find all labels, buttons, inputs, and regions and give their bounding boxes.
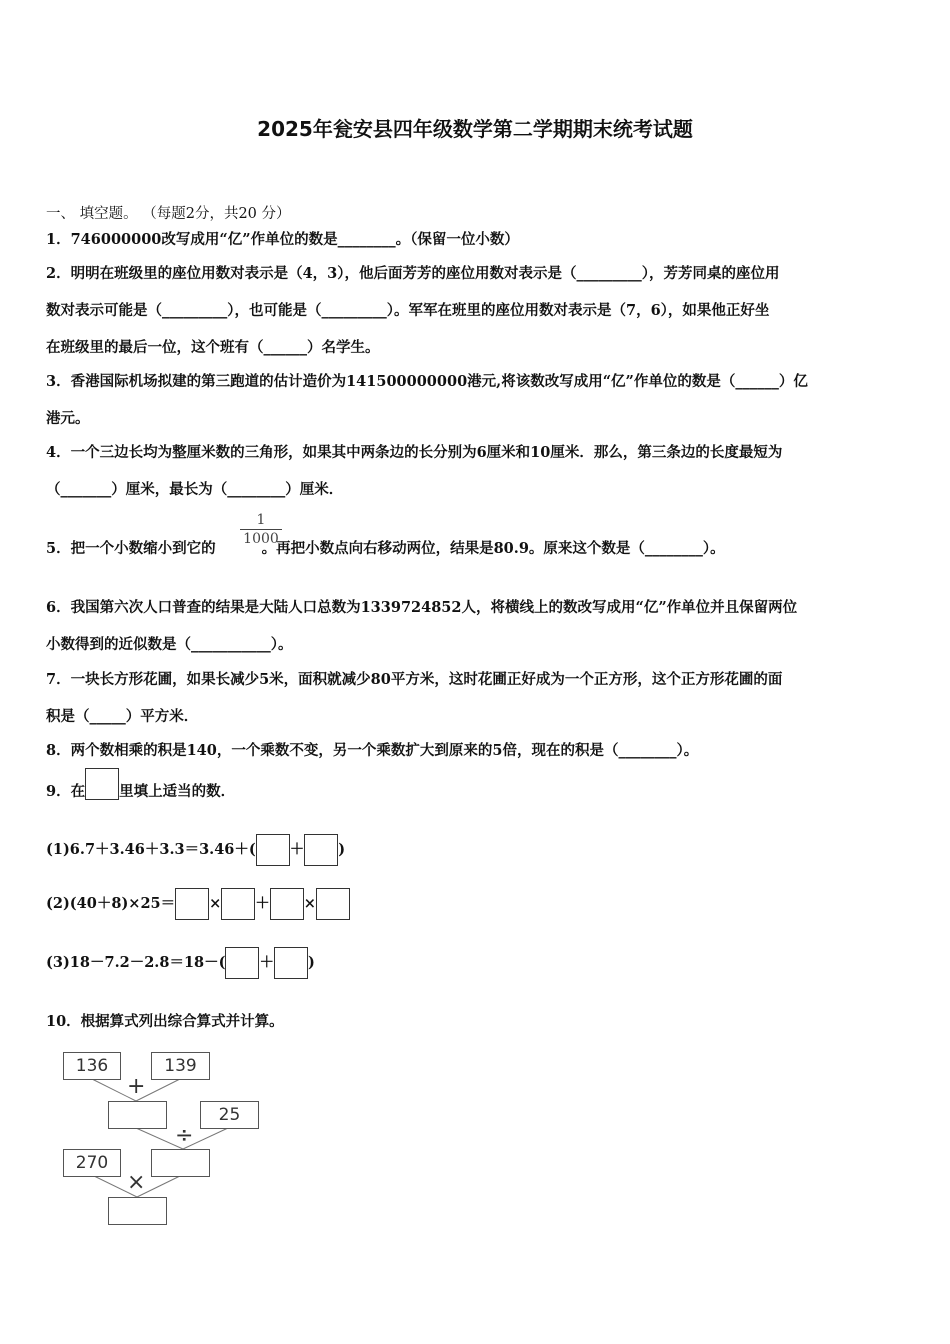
question-5-prefix: 5．把一个小数缩小到它的 [46, 540, 216, 557]
plus-sign: ＋ [255, 895, 270, 912]
question-8: 8．两个数相乘的积是140，一个乘数不变，另一个乘数扩大到原来的5倍，现在的积是（________）。 [46, 742, 699, 759]
times-sign: × [209, 895, 222, 912]
number-box-270: 270 [63, 1149, 121, 1177]
question-1: 1．746000000改写成用“亿”作单位的数是________。（保留一位小数） [46, 231, 519, 248]
question-2-line-1: 2．明明在班级里的座位用数对表示是（4，3），他后面芳芳的座位用数对表示是（_________），芳芳同桌的座位用 [46, 265, 780, 282]
q9-2-expression: (2)(40＋8)×25＝ [46, 895, 176, 912]
question-3-line-2: 港元。 [46, 410, 90, 427]
question-2-line-3: 在班级里的最后一位，这个班有（______）名学生。 [46, 339, 380, 356]
fraction-denominator: 1000 [243, 531, 279, 547]
times-sign: × [303, 895, 316, 912]
page-title: 2025年瓮安县四年级数学第二学期期末统考试题 [257, 117, 693, 141]
section-heading: 一、 填空题。 （每题2分，共20 分） [46, 206, 291, 222]
plus-sign: ＋ [259, 954, 274, 971]
question-9-prefix: 9．在 [46, 783, 86, 800]
question-10: 10．根据算式列出综合算式并计算。 [46, 1013, 284, 1030]
empty-final-box[interactable] [108, 1197, 167, 1225]
question-2-line-2: 数对表示可能是（_________），也可能是（_________）。军军在班里的座位用数对表示是（7，6），如果他正好坐 [46, 302, 770, 319]
q9-1-expression: (1)6.7＋3.46＋3.3＝3.46＋( [46, 841, 256, 858]
question-3-line-1: 3．香港国际机场拟建的第三跑道的估计造价为141500000000港元,将该数改写成用“亿”作单位的数是（______）亿 [46, 373, 808, 390]
question-5-suffix: 。再把小数点向右移动两位，结果是80.9。原来这个数是（________）。 [261, 540, 725, 557]
empty-result-box[interactable] [151, 1149, 210, 1177]
fraction-numerator: 1 [256, 512, 266, 528]
empty-result-box[interactable] [108, 1101, 167, 1129]
question-9-suffix: 里填上适当的数． [119, 783, 236, 800]
q9-3-expression: (3)18－7.2－2.8＝18－( [46, 954, 226, 971]
times-operator: × [127, 1170, 146, 1195]
question-6-line-1: 6．我国第六次人口普查的结果是大陆人口总数为1339724852人，将横线上的数改写成用“亿”作单位并且保留两位 [46, 599, 798, 616]
close-paren: ) [307, 954, 315, 971]
plus-operator: + [127, 1074, 146, 1099]
question-7-line-2: 积是（_____）平方米． [46, 708, 199, 725]
question-4-line-1: 4．一个三边长均为整厘米数的三角形，如果其中两条边的长分别为6厘米和10厘米．那么，第三条边的长度最短为 [46, 444, 783, 461]
number-box-139: 139 [151, 1052, 210, 1080]
number-box-25: 25 [200, 1101, 259, 1129]
divide-operator: ÷ [175, 1123, 194, 1148]
question-6-line-2: 小数得到的近似数是（___________）。 [46, 636, 293, 653]
question-4-line-2: （_______）厘米，最长为（________）厘米． [46, 481, 344, 498]
close-paren: ) [338, 841, 346, 858]
number-box-136: 136 [63, 1052, 121, 1080]
plus-sign: ＋ [289, 841, 305, 858]
question-7-line-1: 7．一块长方形花圃，如果长减少5米，面积就减少80平方米，这时花圃正好成为一个正方形，这个正方形花圃的面 [46, 671, 783, 688]
